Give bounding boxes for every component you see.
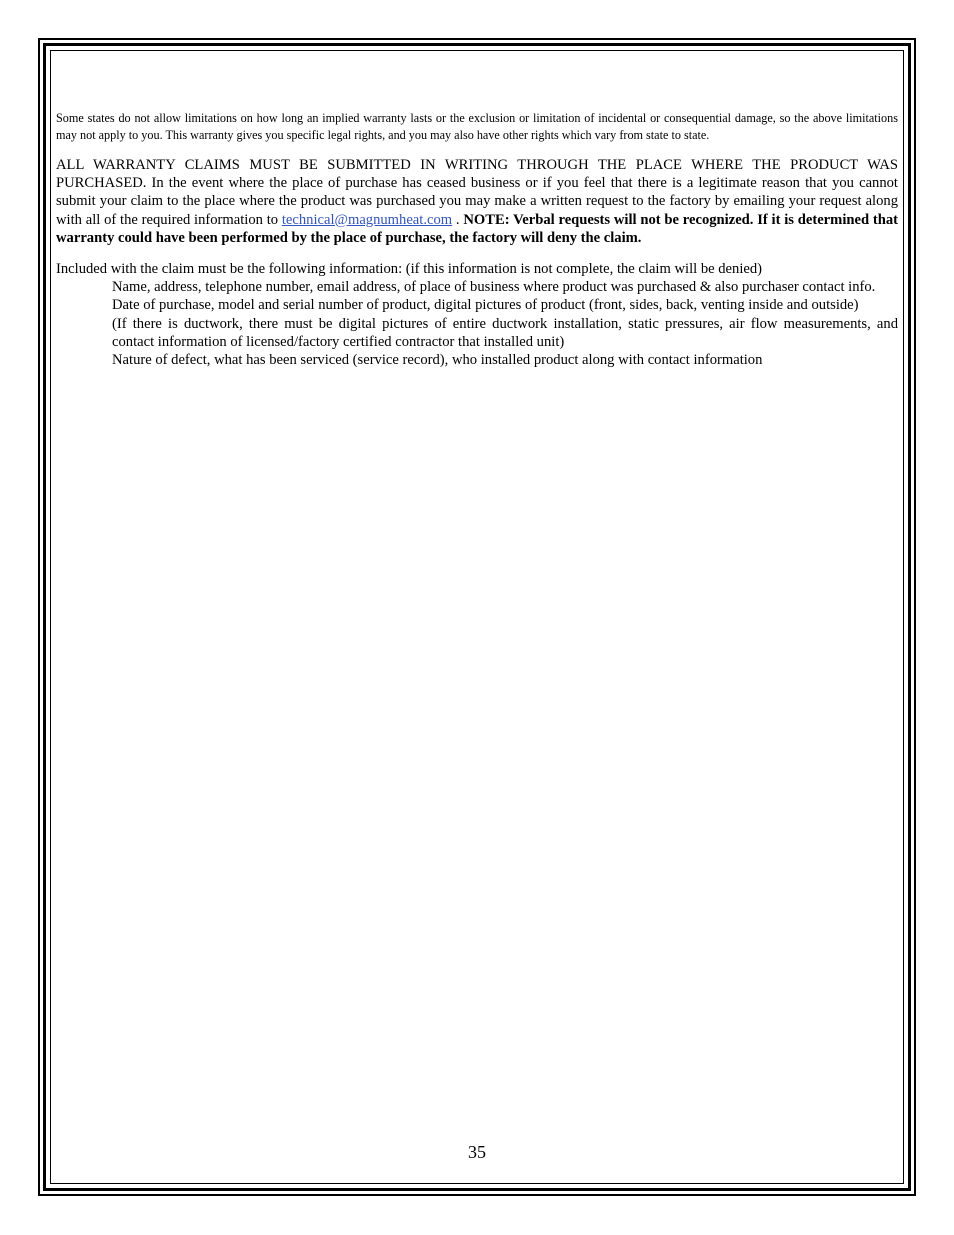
document-body	[56, 110, 898, 369]
required-info-intro: Included with the claim must be the following information: (if this information is not complete, the claim will be denied)	[56, 261, 763, 278]
warranty-claims-paragraph	[56, 156, 898, 247]
claims-separator: .	[452, 211, 464, 228]
limitations-paragraph: Some states do not allow limitations on how long an implied warranty lasts or the exclusion or limitation of incidental or consequential damage, so the above limitations may not apply to you. This warranty gives you specific legal rights, and you may also have other rights which vary from state to state.	[56, 111, 898, 142]
required-info-item-defect: Nature of defect, what has been serviced (service record), who installed product along with contact information	[112, 352, 763, 369]
claims-text: ALL WARRANTY CLAIMS MUST BE SUBMITTED IN WRITING THROUGH THE PLACE WHERE THE PRODUCT WAS PURCHASED. In the event where the place of purchase has ceased business or if you feel that there is a legitimate reason that you cannot submit your claim to the place where the product was purchased you may make a written request to the factory by emailing your request along with all of the required information to	[56, 157, 898, 228]
page-number: 35	[468, 1142, 486, 1162]
required-info-item-ductwork: (If there is ductwork, there must be digital pictures of entire ductwork installation, static pressures, air flow measurements, and contact information of licensed/factory certified contractor that installed unit)	[112, 315, 898, 350]
email-link[interactable]: technical@magnumheat.com	[281, 211, 453, 228]
required-info-item-product: Date of purchase, model and serial number of product, digital pictures of product (front, sides, back, venting inside and outside)	[112, 297, 859, 314]
verbal-requests-note: NOTE: Verbal requests will not be recognized. If it is determined that warranty could have been performed by the place of purchase, the factory will deny the claim.	[56, 211, 898, 246]
required-info-item-purchaser: Name, address, telephone number, email address, of place of business where product was purchased & also purchaser contact info.	[112, 279, 876, 296]
